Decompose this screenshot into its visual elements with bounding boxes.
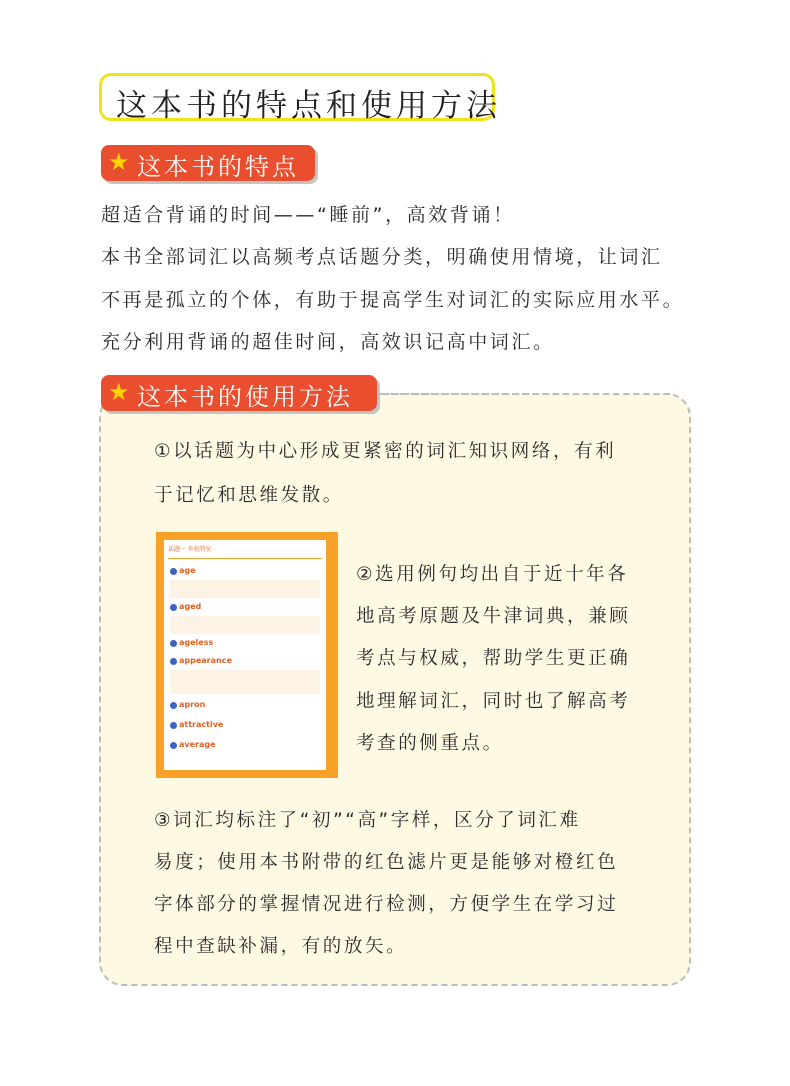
section-tag-label: 这本书的使用方法 (137, 383, 353, 411)
thumbnail-entry: average (170, 740, 216, 749)
thumbnail-example (170, 670, 320, 694)
usage-item-2-line-1: ②选用例句均出自于近十年各 (356, 564, 629, 585)
usage-item-1-line-1: ①以话题为中心形成更紧密的词汇知识网络，有利 (154, 441, 617, 462)
thumbnail-entry: age (170, 566, 196, 575)
usage-item-3-line-1: ③词汇均标注了“初”“高”字样，区分了词汇难 (154, 810, 581, 831)
section-tag-features (101, 145, 315, 181)
thumbnail-example (170, 616, 320, 634)
thumbnail-entry: apron (170, 700, 205, 709)
thumbnail-entry: attractive (170, 720, 223, 729)
section-tag-usage (101, 375, 377, 411)
sample-page-thumbnail (156, 532, 338, 778)
section-tag-label: 这本书的特点 (137, 153, 299, 181)
usage-item-3-line-2: 易度；使用本书附带的红色滤片更是能够对橙红色 (154, 852, 619, 873)
thumbnail-side-tab (326, 578, 336, 624)
usage-item-2-line-5: 考查的侧重点。 (356, 733, 504, 754)
feature-line-2: 本书全部词汇以高频考点话题分类，明确使用情境，让词汇 (101, 246, 663, 268)
star-icon: ★ (108, 378, 130, 406)
title-box (99, 73, 501, 124)
feature-line-3: 不再是孤立的个体，有助于提高学生对词汇的实际应用水平。 (101, 289, 685, 311)
usage-item-1-line-2: 于记忆和思维发散。 (154, 485, 344, 506)
star-icon: ★ (108, 148, 130, 176)
usage-item-2-line-3: 考点与权威，帮助学生更正确 (356, 648, 631, 669)
usage-item-3-line-3: 字体部分的掌握情况进行检测，方便学生在学习过 (154, 894, 619, 915)
thumbnail-entry: aged (170, 602, 201, 611)
thumbnail-entry: appearance (170, 656, 232, 665)
divider (380, 393, 670, 395)
page-title: 这本书的特点和使用方法 (116, 88, 501, 124)
feature-line-1: 超适合背诵的时间——“睡前”，高效背诵！ (101, 204, 515, 226)
usage-item-2-line-2: 地高考原题及牛津词典，兼顾 (356, 606, 631, 627)
usage-item-2-line-4: 地理解词汇，同时也了解高考 (356, 691, 631, 712)
usage-item-3-line-4: 程中查缺补漏，有的放矢。 (154, 936, 408, 957)
feature-line-4: 充分利用背诵的超佳时间，高效识记高中词汇。 (101, 331, 555, 353)
thumbnail-example (170, 580, 320, 598)
thumbnail-entry: ageless (170, 638, 213, 647)
thumbnail-header: 话题一 外貌特征 (168, 544, 322, 559)
